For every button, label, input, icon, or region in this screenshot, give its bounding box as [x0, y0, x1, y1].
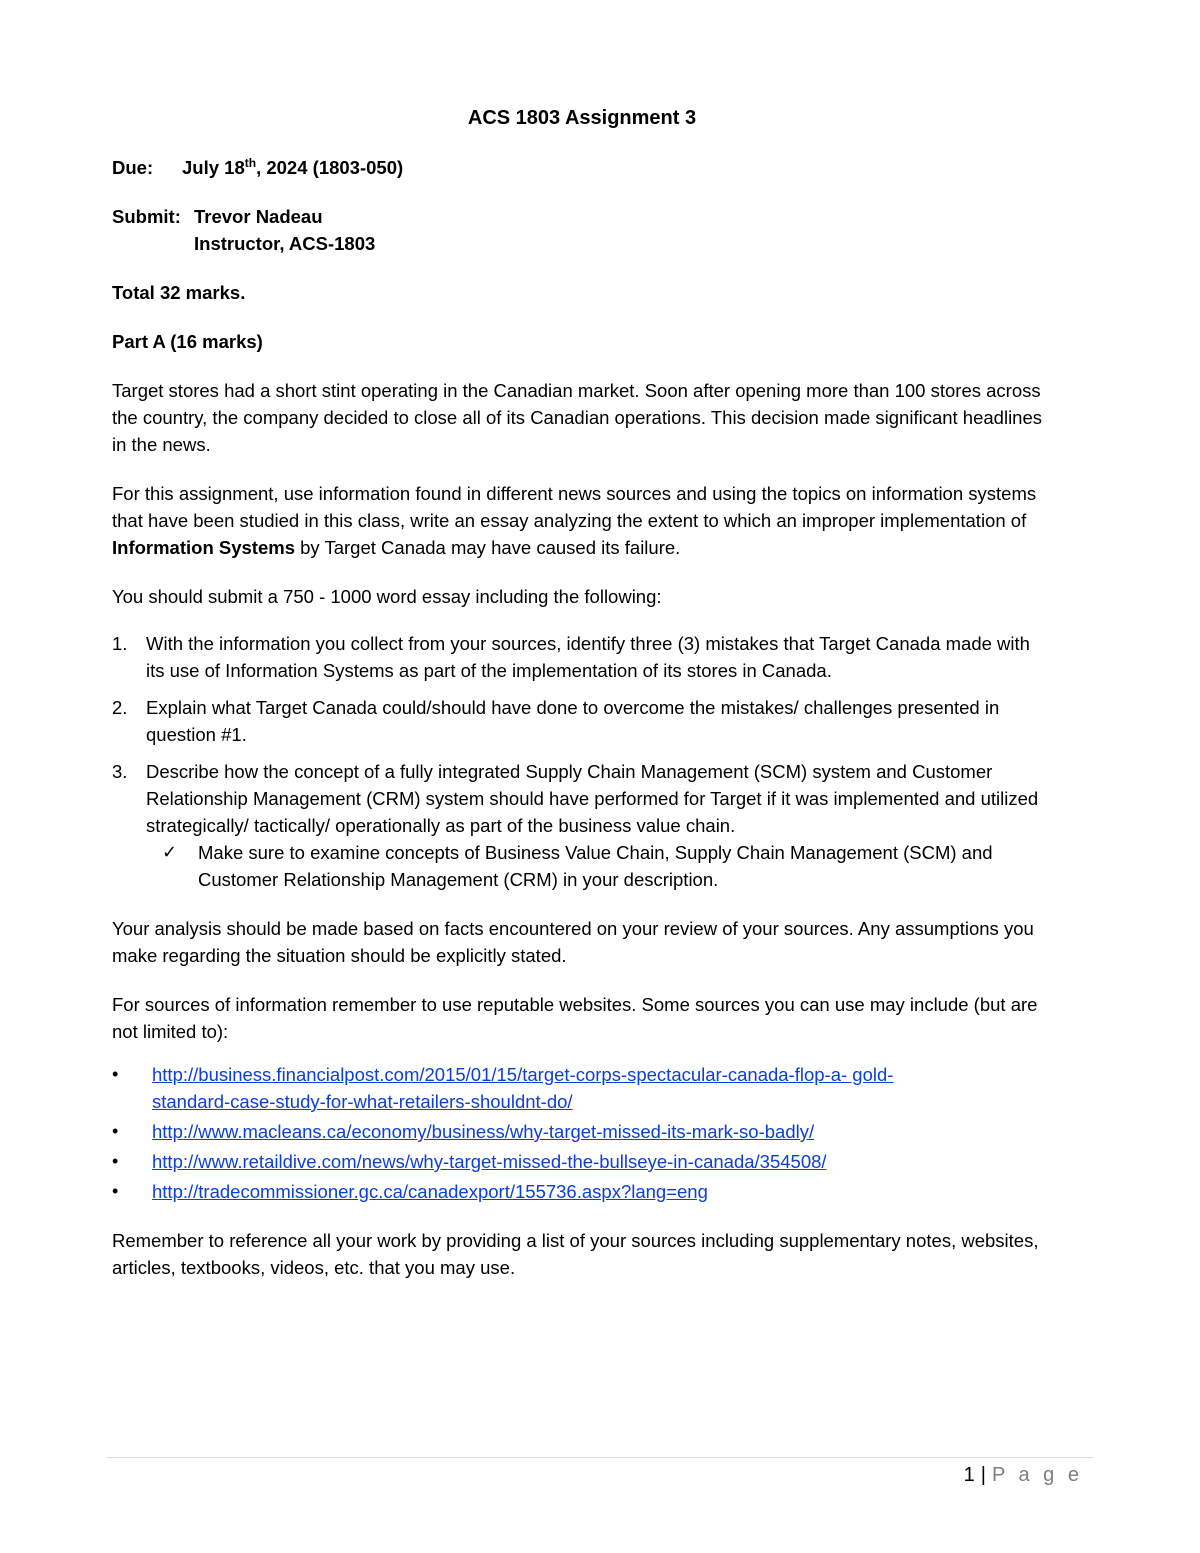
- document-body: [112, 104, 1052, 1281]
- list-item: [112, 1061, 1052, 1115]
- bullet-icon: •: [112, 1064, 119, 1084]
- source-link-list: [112, 1061, 1052, 1205]
- list-item: [112, 1118, 1052, 1145]
- submit-name: Trevor Nadeau: [194, 206, 323, 227]
- question-item: [112, 630, 1052, 684]
- footer-divider: [107, 1457, 1093, 1458]
- page-word: P a g e: [991, 1464, 1083, 1486]
- sources-paragraph: For sources of information remember to use reputable websites. Some sources you can use may include (but are not limited to):: [112, 994, 1038, 1042]
- due-date-sup: th: [244, 155, 257, 170]
- submit-label: Submit:: [112, 206, 181, 227]
- document-title: ACS 1803 Assignment 3: [467, 107, 697, 129]
- source-link-macleans[interactable]: http://www.macleans.ca/economy/business/why-target-missed-its-mark-so-badly/: [152, 1121, 815, 1142]
- page-number: 1: [963, 1464, 975, 1486]
- assignment-text-after: by Target Canada may have caused its failure.: [295, 537, 681, 558]
- assignment-text-before: For this assignment, use information found in different news sources and using the topics on information systems that have been studied in this class, write an essay analyzing the extent to which an improper implementation of: [112, 483, 1037, 531]
- check-item: [162, 839, 1052, 893]
- question-item: [112, 758, 1052, 839]
- assignment-text-bold: Information Systems: [112, 537, 295, 558]
- footer-separator: |: [980, 1464, 986, 1486]
- question-item: [112, 694, 1052, 748]
- source-link-tradecommissioner[interactable]: http://tradecommissioner.gc.ca/canadexport/155736.aspx?lang=eng: [152, 1181, 708, 1202]
- question-text: Explain what Target Canada could/should have done to overcome the mistakes/ challenges presented in question #1.: [146, 697, 1000, 745]
- page-footer: [964, 1462, 1083, 1489]
- bullet-icon: •: [112, 1121, 119, 1141]
- essay-requirements: You should submit a 750 - 1000 word essay including the following:: [112, 586, 662, 607]
- submit-role: Instructor, ACS-1803: [194, 233, 376, 254]
- due-label: Due:: [112, 157, 154, 178]
- intro-paragraph: Target stores had a short stint operating in the Canadian market. Soon after opening more than 100 stores across the country, the company decided to close all of its Canadian operations. This decision made significant headlines in the news.: [112, 380, 1043, 455]
- check-item-text: Make sure to examine concepts of Business Value Chain, Supply Chain Management (SCM) and Customer Relationship Management (CRM) in your description.: [198, 842, 993, 890]
- reference-paragraph: Remember to reference all your work by providing a list of your sources including supplementary notes, websites, articles, textbooks, videos, etc. that you may use.: [112, 1230, 1039, 1278]
- bullet-icon: •: [112, 1181, 119, 1201]
- question-number: 1.: [112, 633, 128, 654]
- part-a-heading: Part A (16 marks): [112, 331, 263, 352]
- question-text: Describe how the concept of a fully integrated Supply Chain Management (SCM) system and Customer Relationship Management (CRM) system should have performed for Target if it was implemented and utilized strategically/ tactically/ operationally as part of the business value chain.: [146, 761, 1039, 836]
- submit-row: [112, 203, 1052, 230]
- list-item: [112, 1178, 1052, 1205]
- due-date-prefix: July 18: [182, 157, 245, 178]
- question-number: 3.: [112, 761, 128, 782]
- list-item: [112, 1148, 1052, 1175]
- total-marks: Total 32 marks.: [112, 282, 246, 303]
- submit-row-2: [112, 230, 1052, 257]
- due-date: [182, 154, 403, 181]
- due-date-suffix: , 2024 (1803-050): [256, 157, 404, 178]
- question-list: [112, 630, 1052, 839]
- source-link-retaildive[interactable]: http://www.retaildive.com/news/why-target-missed-the-bullseye-in-canada/354508/: [152, 1151, 827, 1172]
- question-text: With the information you collect from your sources, identify three (3) mistakes that Target Canada made with its use of Information Systems as part of the implementation of its stores in Canada.: [146, 633, 1030, 681]
- question-number: 2.: [112, 697, 128, 718]
- link-wrapper: [152, 1061, 893, 1115]
- checkmark-icon: ✓: [162, 842, 178, 862]
- source-link-financialpost[interactable]: http://business.financialpost.com/2015/01/15/target-corps-spectacular-canada-flop-a- gold- standard-case-study-for-what-retailers-shouldnt-do/: [152, 1064, 894, 1112]
- due-row: [112, 154, 1052, 181]
- bullet-icon: •: [112, 1151, 119, 1171]
- analysis-paragraph: Your analysis should be made based on facts encountered on your review of your sources. Any assumptions you make regarding the situation should be explicitly stated.: [112, 918, 1034, 966]
- assignment-paragraph: [112, 480, 1052, 561]
